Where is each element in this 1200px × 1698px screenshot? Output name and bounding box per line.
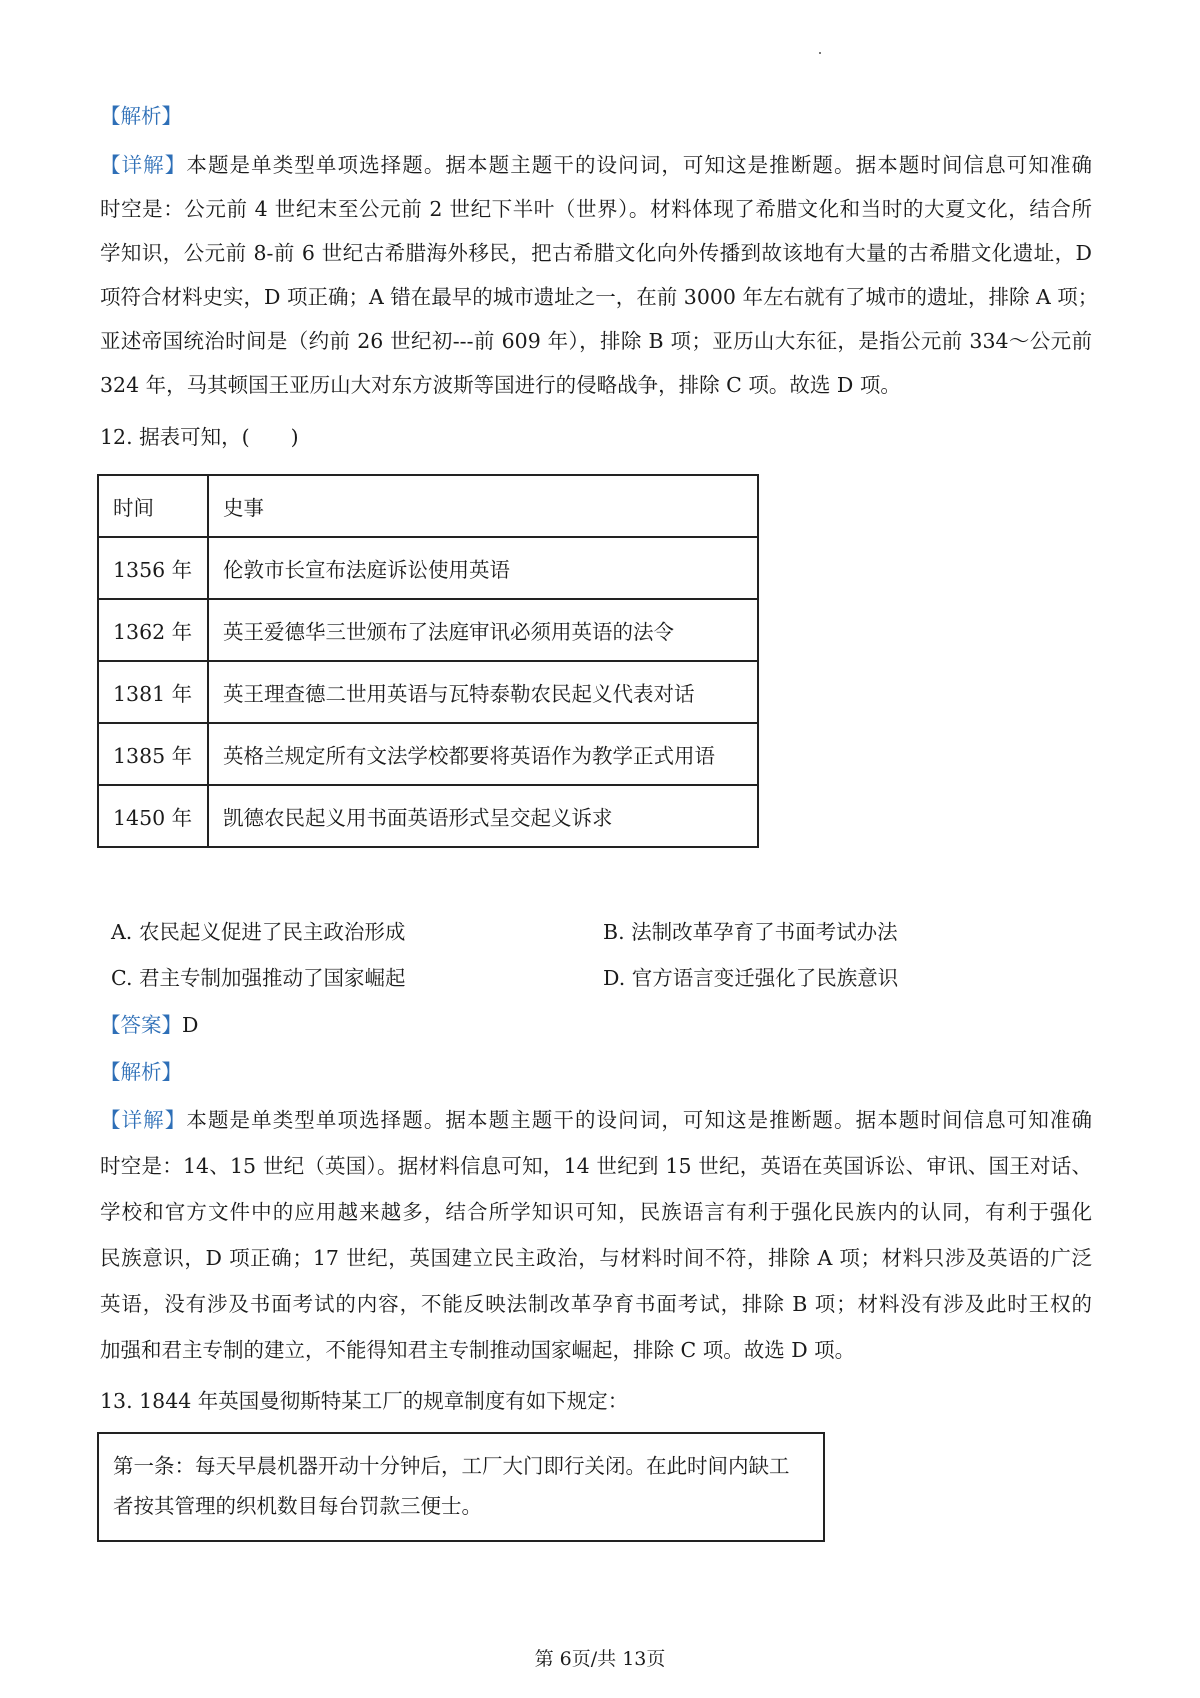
q12-stem: 12. 据表可知，( ): [100, 425, 299, 449]
q12-answer-value: D: [182, 1013, 199, 1037]
table-cell-event: 英格兰规定所有文法学校都要将英语作为教学正式用语: [208, 723, 758, 785]
table-cell-year: 1356 年: [98, 537, 208, 599]
table-cell-year: 1385 年: [98, 723, 208, 785]
table-header-row: [98, 475, 758, 537]
table-cell-event: 英王爱德华三世颁布了法庭审讯必须用英语的法令: [208, 599, 758, 661]
q11-detail-line-6: 324 年，马其顿国王亚历山大对东方波斯等国进行的侵略战争，排除 C 项。故选 D 项。: [100, 373, 901, 397]
page-footer: 第 6页/共 13页: [534, 1648, 666, 1670]
q13-box-line-1: 第一条：每天早晨机器开动十分钟后，工厂大门即行关闭。在此时间内缺工: [113, 1454, 790, 1478]
table-cell-year: 1450 年: [98, 785, 208, 847]
q12-detail-line-4: 民族意识，D 项正确；17 世纪，英国建立民主政治，与材料时间不符，排除 A 项；材料只涉及英语的广泛: [100, 1246, 1092, 1270]
table-cell-event: 英王理查德二世用英语与瓦特泰勒农民起义代表对话: [208, 661, 758, 723]
q12-detail-line-3: 学校和官方文件中的应用越来越多，结合所学知识可知，民族语言有利于强化民族内的认同，有利于强化: [100, 1200, 1092, 1224]
table-row: [98, 723, 758, 785]
q13-box-line-2: 者按其管理的织机数目每台罚款三便士。: [113, 1494, 482, 1518]
table-header-event: 史事: [208, 475, 758, 537]
table-row: [98, 537, 758, 599]
q12-detail-line-5: 英语，没有涉及书面考试的内容，不能反映法制改革孕育书面考试，排除 B 项；材料没有涉及此时王权的: [100, 1292, 1092, 1316]
q11-detail-line-5: 亚述帝国统治时间是（约前 26 世纪初---前 609 年），排除 B 项；亚历山大东征，是指公元前 334～公元前: [100, 329, 1092, 353]
table-cell-event: 凯德农民起义用书面英语形式呈交起义诉求: [208, 785, 758, 847]
q13-stem: 13. 1844 年英国曼彻斯特某工厂的规章制度有如下规定：: [100, 1389, 629, 1413]
table-header-time: 时间: [98, 475, 208, 537]
q12-analysis-tag: 【解析】: [100, 1060, 182, 1084]
table-cell-event: 伦敦市长宣布法庭诉讼使用英语: [208, 537, 758, 599]
q11-detail-line-4: 项符合材料史实，D 项正确；A 错在最早的城市遗址之一，在前 3000 年左右就有了城市的遗址，排除 A 项；: [100, 285, 1099, 309]
q12-detail-line-6: 加强和君主专制的建立，不能得知君主专制推动国家崛起，排除 C 项。故选 D 项。: [100, 1338, 856, 1362]
q12-option-b: B. 法制改革孕育了书面考试办法: [603, 920, 898, 944]
q11-detail-line-2: 时空是：公元前 4 世纪末至公元前 2 世纪下半叶（世界）。材料体现了希腊文化和当时的大夏文化，结合所: [100, 197, 1092, 221]
table-cell-year: 1362 年: [98, 599, 208, 661]
q12-option-a: A. 农民起义促进了民主政治形成: [111, 920, 406, 944]
q11-detail-line-3: 学知识，公元前 8-前 6 世纪古希腊海外移民，把古希腊文化向外传播到故该地有大量的古希腊文化遗址，D: [100, 241, 1092, 265]
q12-option-d: D. 官方语言变迁强化了民族意识: [603, 966, 899, 990]
table-row: [98, 599, 758, 661]
q11-analysis-tag: 【解析】: [100, 104, 182, 128]
history-events-table: [97, 474, 759, 848]
q12-answer: [100, 1012, 198, 1038]
q12-detail-line-2: 时空是：14、15 世纪（英国）。据材料信息可知，14 世纪到 15 世纪，英语在英国诉讼、审讯、国王对话、: [100, 1154, 1092, 1178]
table-row: [98, 661, 758, 723]
table-row: [98, 785, 758, 847]
q12-option-c: C. 君主专制加强推动了国家崛起: [111, 966, 406, 990]
q12-detail-line-1: 【详解】本题是单类型单项选择题。据本题主题干的设问词，可知这是推断题。据本题时间信息可知准确: [100, 1108, 1093, 1132]
q13-regulation-box: [97, 1432, 825, 1542]
q12-detail-tag: 【详解】: [100, 1108, 187, 1132]
q12-answer-tag: 【答案】: [100, 1013, 182, 1037]
q11-detail-tag: 【详解】: [100, 153, 187, 177]
q11-detail-line-1: 【详解】本题是单类型单项选择题。据本题主题干的设问词，可知这是推断题。据本题时间信息可知准确: [100, 153, 1093, 177]
table-cell-year: 1381 年: [98, 661, 208, 723]
corner-mark: [819, 52, 821, 54]
